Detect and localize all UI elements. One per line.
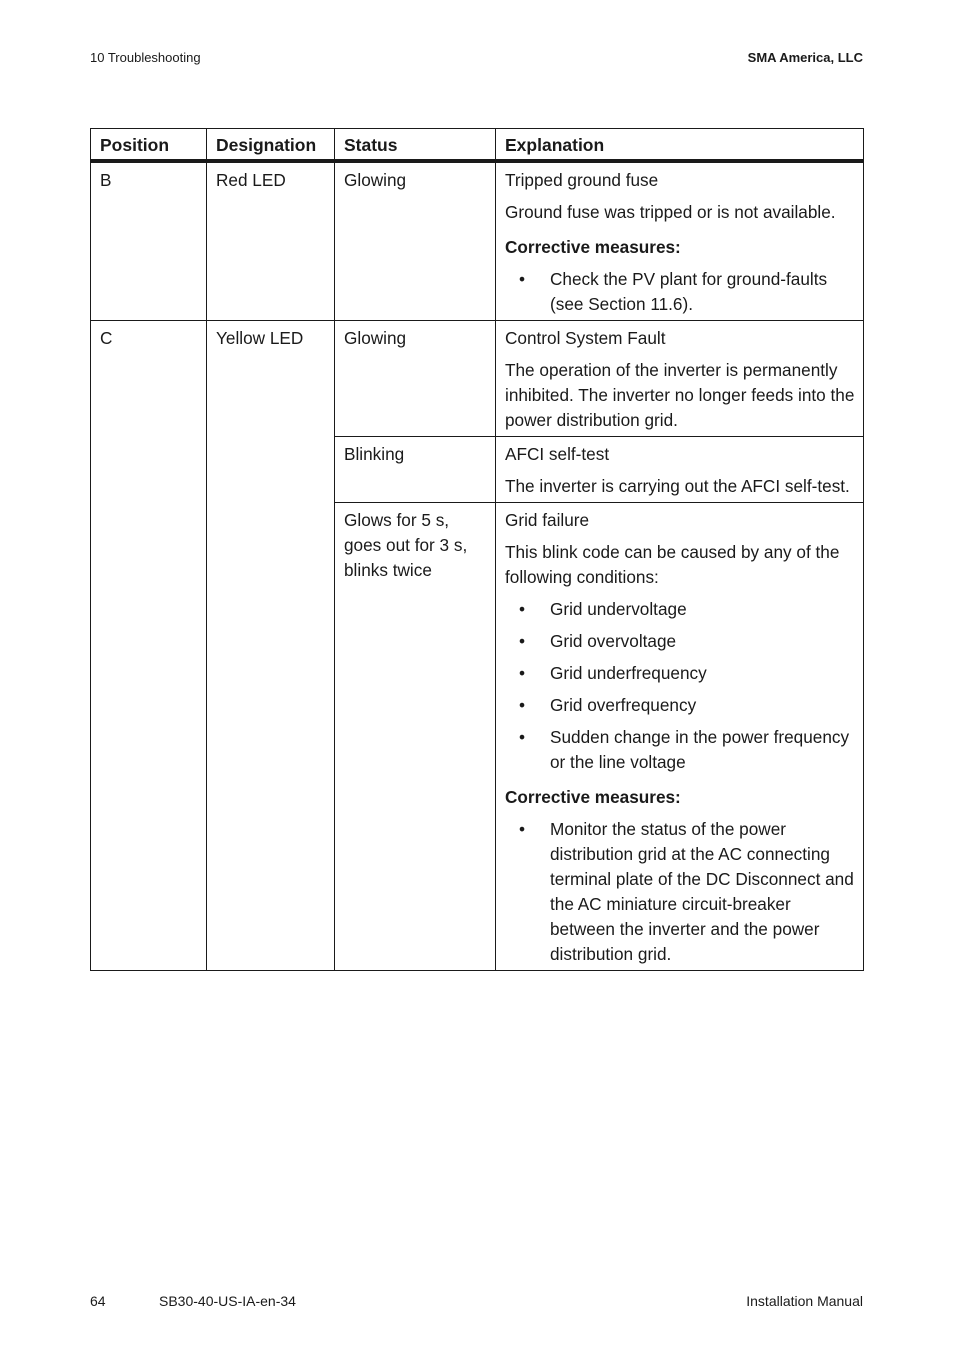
header-designation: Designation [207,129,335,162]
explanation-title: Grid failure [505,510,590,530]
list-item: • Grid overvoltage [505,629,855,654]
explanation-title: Control System Fault [505,328,666,348]
cell-position: B [91,161,207,321]
document-id: SB30-40-US-IA-en-34 [159,1293,296,1309]
header-status: Status [335,129,496,162]
cell-status: Blinking [335,437,496,503]
list-item: • Check the PV plant for ground-faults (see Section 11.6). [505,267,855,317]
corrective-measures-label: Corrective measures: [505,787,681,807]
running-header-section: 10 Troubleshooting [90,50,201,65]
explanation-text: The inverter is carrying out the AFCI self-test. [505,476,850,496]
table-header-row [91,129,864,162]
list-item: • Grid underfrequency [505,661,855,686]
corrective-measures-list [505,267,855,317]
cell-designation: Red LED [207,161,335,321]
list-item: • Sudden change in the power frequency or the line voltage [505,725,855,775]
cell-explanation [496,437,864,503]
cell-status: Glowing [335,161,496,321]
explanation-text: Ground fuse was tripped or is not available. [505,202,836,222]
cell-explanation [496,503,864,971]
page-number: 64 [90,1293,106,1309]
conditions-list [505,597,855,775]
explanation-title: AFCI self-test [505,444,610,464]
corrective-measures-list [505,817,855,967]
explanation-text: The operation of the inverter is permanently inhibited. The inverter no longer feeds into the power distribution grid. [505,360,855,430]
list-item: • Grid overfrequency [505,693,855,718]
cell-explanation [496,161,864,321]
corrective-measures-label: Corrective measures: [505,237,681,257]
list-item: • Grid undervoltage [505,597,855,622]
running-header-company: SMA America, LLC [747,50,863,65]
explanation-text: This blink code can be caused by any of the following conditions: [505,542,840,587]
table-row [91,161,864,321]
explanation-title: Tripped ground fuse [505,170,659,190]
cell-designation: Yellow LED [207,321,335,971]
list-item: • Monitor the status of the power distribution grid at the AC connecting terminal plate of the DC Disconnect and the AC miniature circuit-breaker between the inverter and the power distribution grid. [505,817,855,967]
table-row [91,321,864,437]
header-explanation: Explanation [496,129,864,162]
led-status-table [90,128,864,971]
cell-status: Glowing [335,321,496,437]
manual-title: Installation Manual [746,1293,863,1309]
cell-explanation [496,321,864,437]
header-position: Position [91,129,207,162]
cell-position: C [91,321,207,971]
cell-status: Glows for 5 s, goes out for 3 s, blinks twice [335,503,496,971]
